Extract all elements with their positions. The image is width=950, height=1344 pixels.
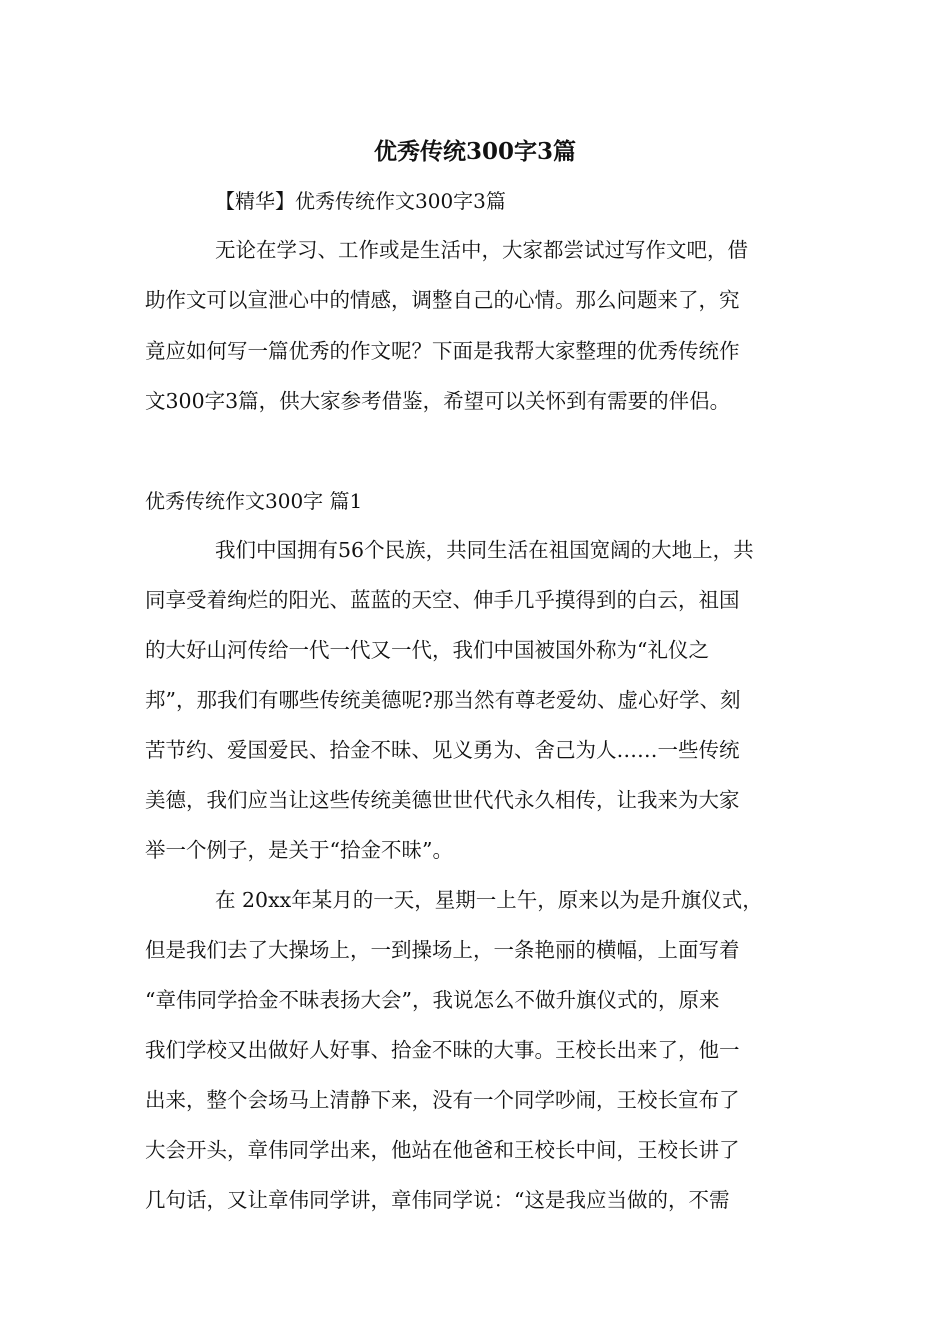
paragraph-line: 我们中国拥有56个民族，共同生活在祖国宽阔的大地上，共 [215,538,754,562]
paragraph-line: 无论在学习、工作或是生活中，大家都尝试过写作文吧，借 [215,238,748,262]
paragraph-line: 但是我们去了大操场上，一到操场上，一条艳丽的横幅，上面写着 [145,938,740,962]
document-title: 优秀传统300字3篇 [373,138,576,165]
paragraph-line: 邦”，那我们有哪些传统美德呢?那当然有尊老爱幼、虚心好学、刻 [145,688,741,712]
paragraph-line: 出来，整个会场马上清静下来，没有一个同学吵闹，王校长宣布了 [145,1088,740,1112]
paragraph-line: 几句话，又让章伟同学讲，章伟同学说：“这是我应当做的，不需 [145,1188,730,1212]
paragraph-line: 在 20xx年某月的一天，星期一上午，原来以为是升旗仪式， [215,888,763,912]
paragraph-line: “章伟同学拾金不昧表扬大会”，我说怎么不做升旗仪式的，原来 [145,988,720,1012]
document-subtitle: 【精华】优秀传统作文300字3篇 [215,189,506,213]
paragraph-line: 竟应如何写一篇优秀的作文呢？下面是我帮大家整理的优秀传统作 [145,339,740,363]
paragraph-line: 苦节约、爱国爱民、拾金不昧、见义勇为、舍己为人……一些传统 [145,738,740,762]
paragraph-line: 美德，我们应当让这些传统美德世世代代永久相传，让我来为大家 [145,788,740,812]
paragraph-line: 文300字3篇，供大家参考借鉴，希望可以关怀到有需要的伴侣。 [145,389,731,413]
section-heading: 优秀传统作文300字 篇1 [145,489,363,513]
paragraph-line: 举一个例子，是关于“拾金不昧”。 [145,838,453,862]
paragraph-line: 的大好山河传给一代一代又一代，我们中国被国外称为“礼仪之 [145,638,709,662]
paragraph-line: 我们学校又出做好人好事、拾金不昧的大事。王校长出来了，他一 [145,1038,740,1062]
paragraph-line: 大会开头，章伟同学出来，他站在他爸和王校长中间，王校长讲了 [145,1138,740,1162]
paragraph-line: 同享受着绚烂的阳光、蓝蓝的天空、伸手几乎摸得到的白云，祖国 [145,588,740,612]
paragraph-line: 助作文可以宣泄心中的情感，调整自己的心情。那么问题来了，究 [145,288,740,312]
